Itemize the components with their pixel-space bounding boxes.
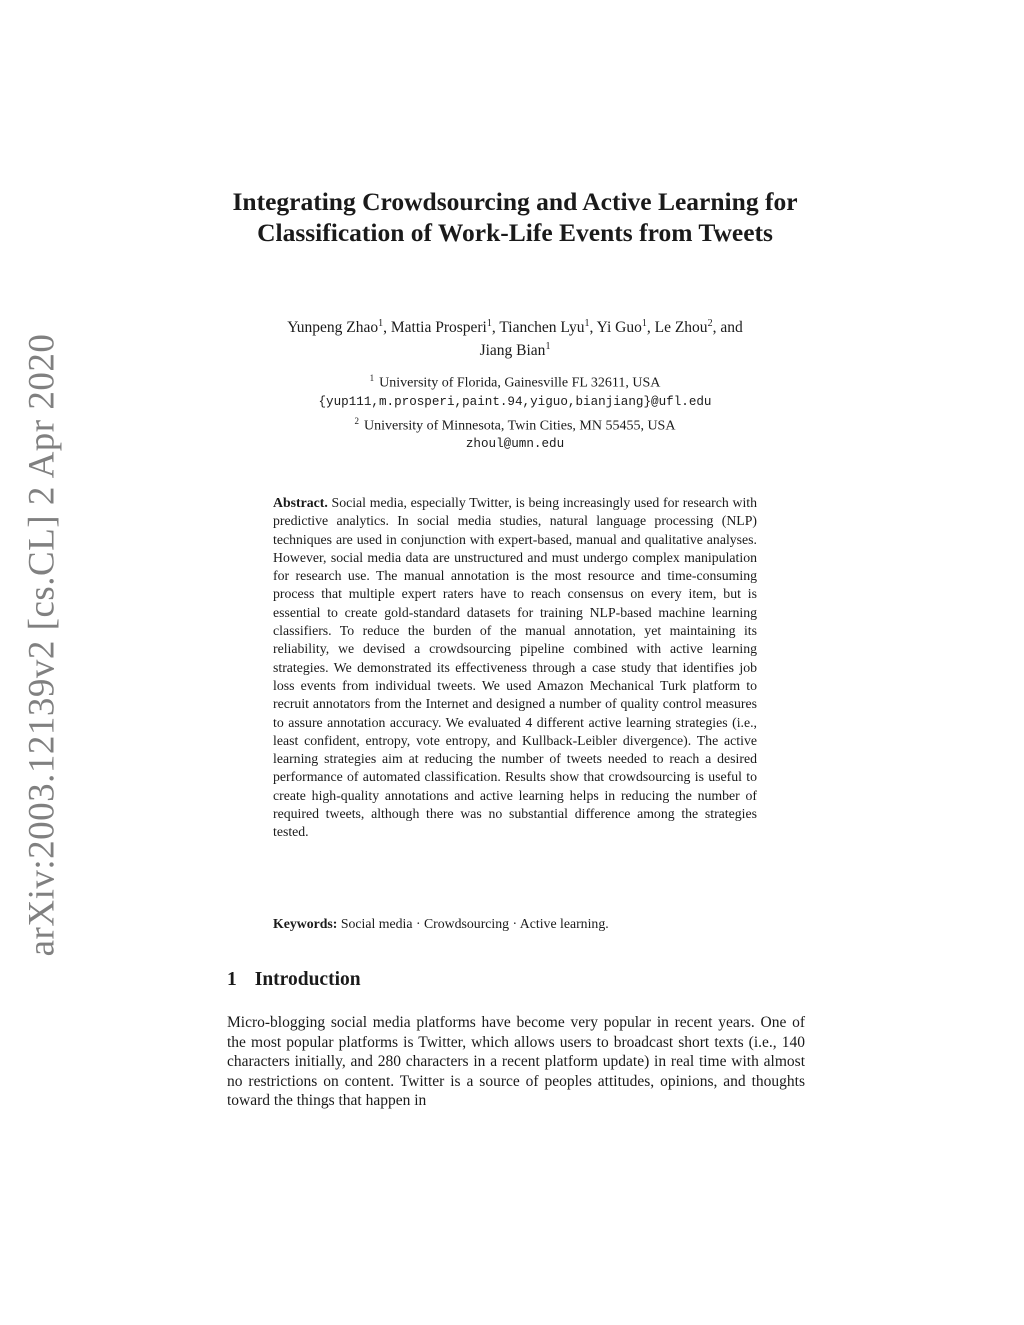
keywords	[273, 916, 757, 932]
affiliation: $^2$ University of Minnesota, Twin Cities, MN 55455, USA	[354, 415, 676, 434]
abstract-label: Abstract.	[273, 495, 328, 510]
affiliation: $^1$ University of Florida, Gainesville FL 32611, USA	[369, 373, 661, 391]
keywords-text: Social media · Crowdsourcing · Active learning.	[340, 916, 609, 931]
author-affiliation-mark: 1	[486, 318, 492, 329]
affiliation-emails: zhoul@umn.edu	[465, 437, 565, 452]
author-affiliation-mark: 1	[584, 318, 590, 329]
affiliation-emails: {yup111,m.prosperi,paint.94,yiguo,bianjiang}@ufl.edu	[318, 394, 712, 409]
keywords-label: Keywords:	[273, 916, 338, 931]
author-affiliation-mark: 2	[707, 318, 713, 329]
author: Tianchen Lyu	[499, 319, 585, 337]
abstract	[273, 494, 757, 842]
author-affiliation-mark: 1	[378, 318, 384, 329]
author: Le Zhou	[654, 319, 708, 337]
author-list: Yunpeng Zhao$^1$, Mattia Prosperi$^1$, Tianchen Lyu$^1$, Yi Guo$^1$, Le Zhou$^2$, and Jiang Bian$^1$	[287, 318, 743, 360]
author: Mattia Prosperi	[390, 319, 487, 337]
author-affiliation-mark: 1	[545, 341, 551, 353]
section-number: 1	[227, 969, 237, 990]
section-title: Introduction	[254, 969, 361, 990]
author: Jiang Bian	[479, 342, 546, 360]
abstract-text: Social media, especially Twitter, is being increasingly used for research with predictive analytics. In social media studies, natural language processing (NLP) techniques are used in conjunction with expert-based, manual and qualitative analyses. However, social media data are unstructured and must undergo complex manipulation for research use. The manual annotation is the most resource and time-consuming process that multiple expert raters have to reach consensus on every item, but is essential to create gold-standard datasets for training NLP-based machine learning classifiers. To reduce the burden of the manual annotation, yet maintaining its reliability, we devised a crowdsourcing pipeline combined with active learning strategies. We demonstrated its effectiveness through a case study that identifies job loss events from individual tweets. We used Amazon Mechanical Turk platform to recruit annotators from the Internet and designed a number of quality control measures to assure annotation accuracy. We evaluated 4 different active learning strategies (i.e., least confident, entropy, vote entropy, and Kullback-Leibler divergence). The active learning strategies aim at reducing the number of tweets needed to reach a desired performance of automated classification. Results show that crowdsourcing is useful to create high-quality annotations and active learning helps in reducing the number of required tweets, although there was no substantial difference among the strategies tested.	[273, 495, 758, 840]
paper-title: Integrating Crowdsourcing and Active Learning for Classification of Work-Life Events from Tweets	[232, 187, 798, 247]
affiliation-list	[225, 369, 805, 454]
section-body: Micro-blogging social media platforms have become very popular in recent years. One of the most popular platforms is Twitter, which allows users to broadcast short texts (i.e., 140 characters initially, and 280 characters in a recent platform update) in real time with almost no restrictions on content. Twitter is a source of peoples attitudes, opinions, and thoughts toward the things that happen in	[227, 1014, 805, 1110]
author-affiliation-mark: 1	[641, 318, 647, 329]
section-heading	[227, 969, 361, 991]
author: Yunpeng Zhao	[287, 319, 379, 337]
arxiv-identifier: arXiv:2003.12139v2 [cs.CL] 2 Apr 2020	[21, 333, 63, 957]
author: Yi Guo	[596, 319, 642, 337]
